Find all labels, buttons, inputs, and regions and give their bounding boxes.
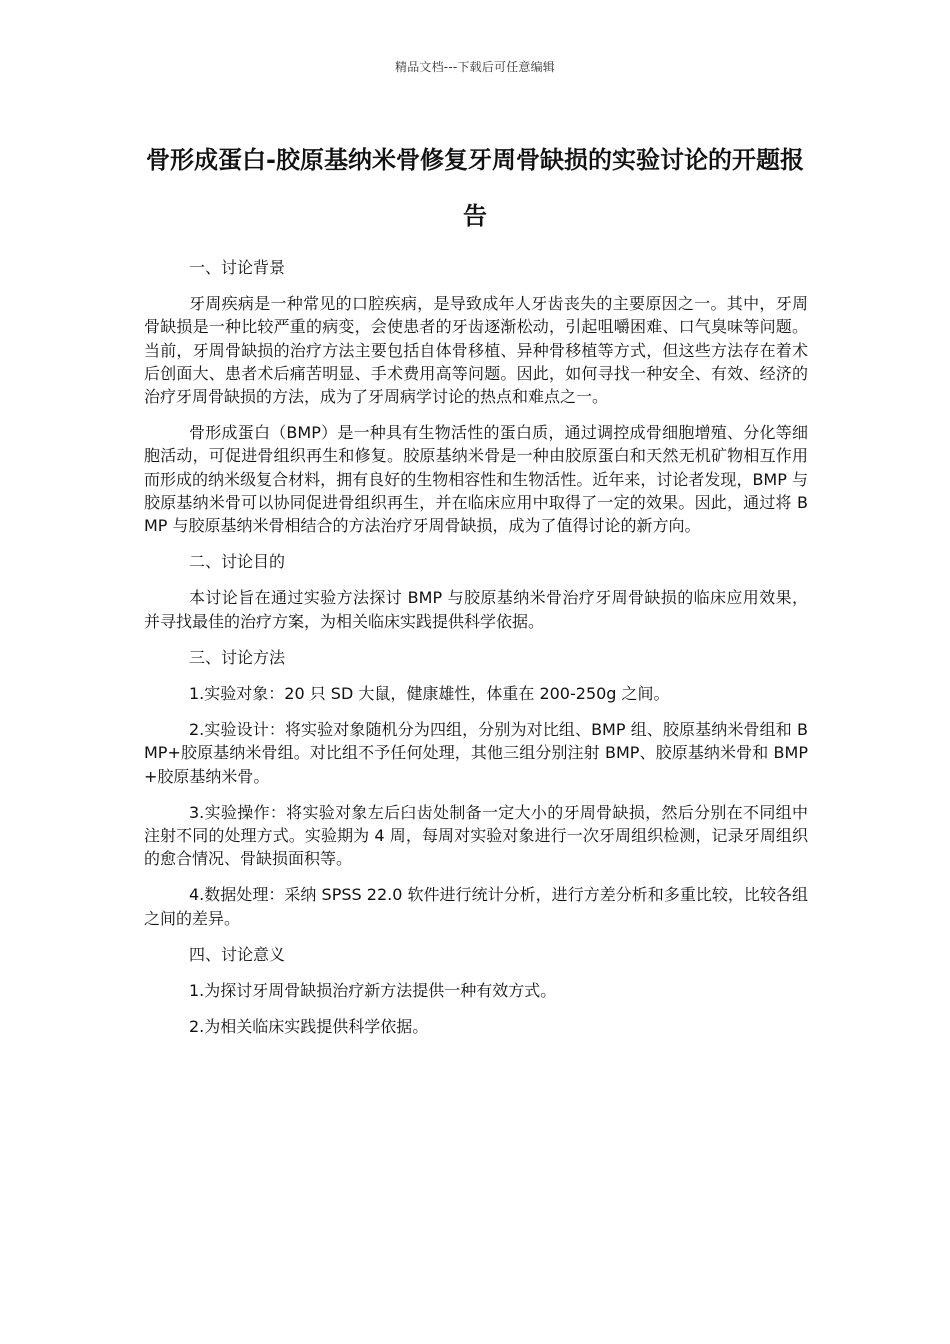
paragraph: 4.数据处理：采纳 SPSS 22.0 软件进行统计分析，进行方差分析和多重比较，比较各组之间的差异。 <box>144 885 808 928</box>
section-heading-background: 一、讨论背景 <box>189 258 286 277</box>
document-body <box>144 256 808 1051</box>
paragraph: 3.实验操作：将实验对象左后臼齿处制备一定大小的牙周骨缺损，然后分别在不同组中注射不同的处理方式。实验期为 4 周，每周对实验对象进行一次牙周组织检测，记录牙周组织的愈合情况、骨缺损面积等。 <box>144 802 808 869</box>
document-title: 骨形成蛋白-胶原基纳米骨修复牙周骨缺损的实验讨论的开题报告 <box>146 146 804 230</box>
section-heading-significance: 四、讨论意义 <box>189 944 286 964</box>
paragraph: 1.为探讨牙周骨缺损治疗新方法提供一种有效方式。 <box>189 981 557 1001</box>
paragraph: 牙周疾病是一种常见的口腔疾病，是导致成年人牙齿丧失的主要原因之一。其中，牙周骨缺损是一种比较严重的病变，会使患者的牙齿逐渐松动，引起咀嚼困难、口气臭味等问题。当前，牙周骨缺损的治疗方法主要包括自体骨移植、异种骨移植等方式，但这些方法存在着术后创面大、患者术后痛苦明显、手术费用高等问题。因此，如何寻找一种安全、有效、经济的治疗牙周骨缺损的方法，成为了牙周病学讨论的热点和难点之一。 <box>144 294 808 407</box>
paragraph: 2.为相关临床实践提供科学依据。 <box>189 1017 429 1037</box>
paragraph: 2.实验设计：将实验对象随机分为四组，分别为对比组、BMP 组、胶原基纳米骨组和 BMP+胶原基纳米骨组。对比组不予任何处理，其他三组分别注射 BMP、胶原基纳米骨和 BMP+胶原基纳米骨。 <box>144 720 808 786</box>
paragraph: 本讨论旨在通过实验方法探讨 BMP 与胶原基纳米骨治疗牙周骨缺损的临床应用效果，并寻找最佳的治疗方案，为相关临床实践提供科学依据。 <box>144 588 808 631</box>
header-note: 精品文档---下载后可任意编辑 <box>395 60 555 74</box>
paragraph: 1.实验对象：20 只 SD 大鼠，健康雄性，体重在 200-250g 之间。 <box>189 684 670 704</box>
section-heading-methods: 三、讨论方法 <box>189 647 286 667</box>
paragraph: 骨形成蛋白（BMP）是一种具有生物活性的蛋白质，通过调控成骨细胞增殖、分化等细胞活动，可促进骨组织再生和修复。胶原基纳米骨是一种由胶原蛋白和天然无机矿物相互作用而形成的纳米级复合材料，拥有良好的生物相容性和生物活性。近年来，讨论者发现，BMP 与胶原基纳米骨可以协同促进骨组织再生，并在临床应用中取得了一定的效果。因此，通过将 BMP 与胶原基纳米骨相结合的方法治疗牙周骨缺损，成为了值得讨论的新方向。 <box>144 423 808 536</box>
section-heading-purpose: 二、讨论目的 <box>189 552 286 572</box>
